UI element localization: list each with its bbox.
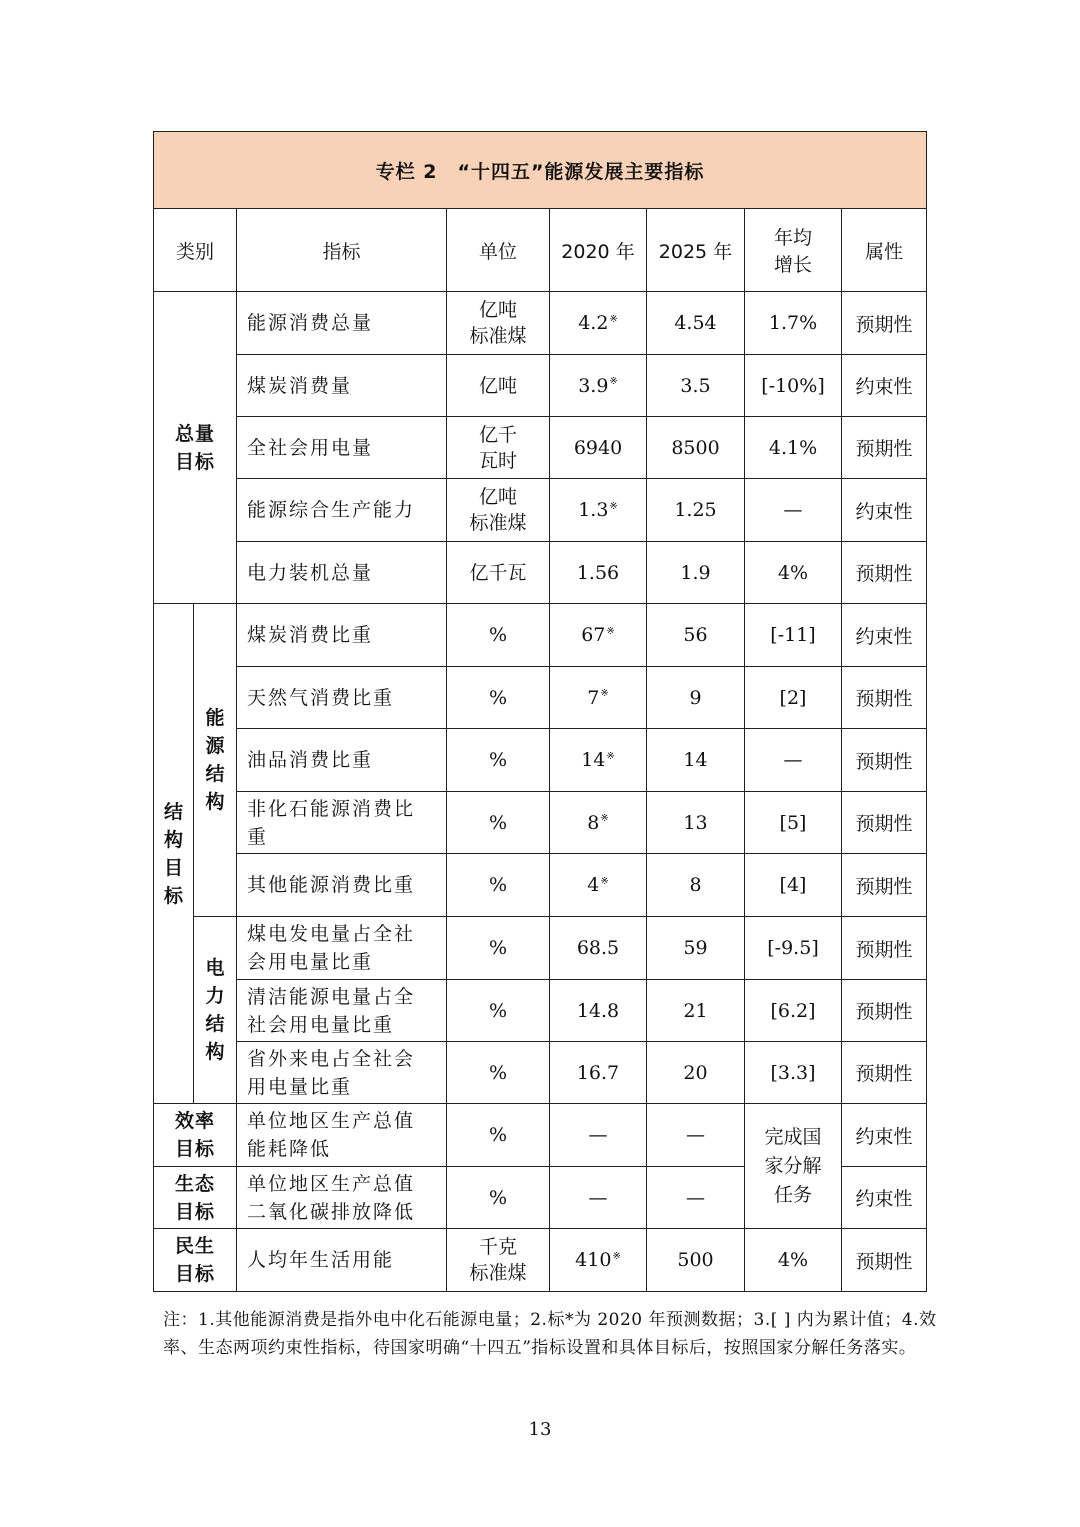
unit-cell — [447, 292, 550, 355]
value-2020-cell — [550, 355, 647, 417]
header-growth: 年均 增长 — [745, 209, 842, 292]
value-2025-cell: 14 — [647, 729, 745, 792]
table-row — [154, 980, 927, 1042]
header-indicator: 指标 — [237, 209, 447, 292]
text-line: 能 — [205, 707, 225, 729]
estimate-mark: ※ — [600, 875, 609, 887]
text-line: 源 — [205, 735, 225, 757]
text-line: 总量 — [174, 422, 215, 445]
text-line: 天然气消费比重 — [247, 686, 395, 709]
category-energy-structure — [194, 604, 237, 917]
estimate-mark: ※ — [600, 688, 609, 700]
unit-cell — [447, 417, 550, 479]
text-line: 亿吨 — [478, 374, 517, 397]
attribute-cell: 预期性 — [842, 729, 927, 792]
text-line: 千克 — [478, 1236, 517, 1258]
text-line: 省外来电占全社会 — [247, 1047, 416, 1070]
value-2020: 1.3 — [578, 499, 609, 521]
text-line: 目标 — [174, 1200, 215, 1223]
category-structure — [154, 604, 194, 1104]
value-2025-cell: 56 — [647, 604, 745, 667]
estimate-mark: ※ — [609, 500, 618, 512]
value-2025-cell: 4.54 — [647, 292, 745, 355]
indicator-cell — [237, 604, 447, 667]
category-efficiency — [154, 1104, 237, 1167]
value-2020: 410 — [575, 1249, 612, 1271]
value-2020: — — [588, 1124, 608, 1146]
attribute-cell: 预期性 — [842, 1229, 927, 1292]
text-line: 社会用电量比重 — [247, 1013, 395, 1036]
category-total — [154, 292, 237, 604]
text-line: 效率 — [174, 1110, 215, 1132]
table-footnote: 注：1.其他能源消费是指外电中化石能源电量；2.标*为 2020 年预测数据；3.[ ] 内为累计值；4.效率、生态两项约束性指标，待国家明确“十四五”指标设置和具体目标后，按照国家分解任务落实。 — [163, 1310, 937, 1358]
estimate-mark: ※ — [609, 313, 618, 325]
attribute-cell: 预期性 — [842, 980, 927, 1042]
unit-cell — [447, 355, 550, 417]
unit-cell — [447, 917, 550, 980]
value-2020-cell — [550, 729, 647, 792]
text-line: 亿吨 — [478, 486, 517, 508]
text-line: 瓦时 — [478, 449, 517, 472]
indicator-cell — [237, 729, 447, 792]
category-power-structure — [194, 917, 237, 1104]
text-line: 家分解 — [764, 1154, 822, 1177]
header-row — [154, 209, 927, 292]
text-line: 其他能源消费比重 — [247, 874, 416, 896]
value-2020-cell — [550, 1167, 647, 1229]
text-line: 结 — [163, 800, 183, 823]
table-row — [154, 292, 927, 355]
value-2020: 6940 — [573, 436, 623, 459]
text-line: % — [488, 1124, 508, 1146]
text-line: 清洁能源电量占全 — [247, 985, 416, 1008]
text-line: % — [488, 624, 508, 646]
text-line: 目 — [163, 856, 183, 879]
text-line: 完成国 — [764, 1125, 822, 1148]
value-2020-cell — [550, 792, 647, 854]
value-2020-cell — [550, 542, 647, 604]
value-2025-cell: — — [647, 1104, 745, 1167]
indicator-cell — [237, 542, 447, 604]
unit-cell — [447, 792, 550, 854]
unit-cell — [447, 542, 550, 604]
text-line: 重 — [247, 825, 269, 848]
text-line: 结 — [205, 1013, 225, 1035]
text-line: % — [488, 1061, 508, 1084]
value-2020: 67 — [581, 624, 606, 646]
text-line: 单位地区生产总值 — [247, 1110, 416, 1132]
value-2020: 14 — [581, 749, 606, 771]
growth-cell: 4% — [745, 1229, 842, 1292]
attribute-cell: 预期性 — [842, 417, 927, 479]
table-row — [154, 542, 927, 604]
text-line: 用电量比重 — [247, 1075, 353, 1098]
text-line: 煤炭消费量 — [247, 374, 353, 397]
value-2020-cell — [550, 417, 647, 479]
text-line: 非化石能源消费比 — [247, 797, 416, 820]
value-2020-cell — [550, 292, 647, 355]
unit-cell — [447, 667, 550, 729]
text-line: % — [488, 1186, 508, 1209]
unit-cell — [447, 1167, 550, 1229]
table-row — [154, 917, 927, 980]
value-2020-cell — [550, 604, 647, 667]
attribute-cell: 预期性 — [842, 542, 927, 604]
growth-cell: [3.3] — [745, 1042, 842, 1104]
value-2020-cell — [550, 917, 647, 980]
growth-cell: [5] — [745, 792, 842, 854]
growth-cell: [-10%] — [745, 355, 842, 417]
text-line: 亿吨 — [478, 299, 517, 321]
text-line: 构 — [205, 1041, 225, 1063]
growth-cell: [4] — [745, 854, 842, 917]
table-row — [154, 479, 927, 542]
table-row — [154, 854, 927, 917]
text-line: 单位地区生产总值 — [247, 1172, 416, 1195]
value-2020-cell — [550, 667, 647, 729]
unit-cell — [447, 1104, 550, 1167]
text-line: 结 — [205, 763, 225, 785]
indicator-cell — [237, 917, 447, 980]
value-2025-cell: 1.9 — [647, 542, 745, 604]
value-2020-cell — [550, 1042, 647, 1104]
value-2020: 14.8 — [576, 999, 620, 1022]
text-line: 标 — [163, 884, 183, 907]
header-category: 类别 — [154, 209, 237, 292]
indicator-cell — [237, 417, 447, 479]
text-line: 构 — [205, 791, 225, 813]
text-line: 标准煤 — [469, 325, 527, 347]
value-2025-cell: 500 — [647, 1229, 745, 1292]
indicator-cell — [237, 854, 447, 917]
unit-cell — [447, 479, 550, 542]
value-2020: 8 — [587, 811, 600, 834]
indicator-cell — [237, 792, 447, 854]
text-line: % — [488, 874, 508, 896]
attribute-cell: 约束性 — [842, 604, 927, 667]
growth-cell: [-11] — [745, 604, 842, 667]
value-2025-cell: 3.5 — [647, 355, 745, 417]
text-line: 任务 — [773, 1183, 812, 1206]
indicator-cell — [237, 479, 447, 542]
text-line: 构 — [163, 828, 183, 851]
indicator-cell — [237, 355, 447, 417]
indicator-cell — [237, 1167, 447, 1229]
text-line: 亿千瓦 — [469, 561, 527, 584]
attribute-cell: 约束性 — [842, 479, 927, 542]
attribute-cell: 约束性 — [842, 1167, 927, 1229]
value-2020: 1.56 — [576, 561, 620, 584]
text-line: % — [488, 937, 508, 959]
table-row — [154, 355, 927, 417]
text-line: 人均年生活用能 — [247, 1249, 395, 1271]
table-row — [154, 1104, 927, 1167]
text-line: 能耗降低 — [247, 1138, 332, 1160]
estimate-mark: ※ — [606, 625, 615, 637]
growth-cell: 4.1% — [745, 417, 842, 479]
estimate-mark: ※ — [612, 1250, 621, 1262]
text-line: 电 — [205, 957, 225, 979]
table-row — [154, 792, 927, 854]
unit-cell — [447, 604, 550, 667]
value-2025-cell: 9 — [647, 667, 745, 729]
text-line: 电力装机总量 — [247, 561, 374, 584]
table-row — [154, 729, 927, 792]
text-line: 会用电量比重 — [247, 951, 374, 973]
header-2020: 2020 年 — [550, 209, 647, 292]
indicator-table — [153, 131, 927, 1292]
table-row — [154, 1229, 927, 1292]
growth-merged-cell — [745, 1104, 842, 1229]
header-2025: 2025 年 — [647, 209, 745, 292]
text-line: 油品消费比重 — [247, 749, 374, 771]
growth-cell: [2] — [745, 667, 842, 729]
attribute-cell: 预期性 — [842, 292, 927, 355]
value-2020-cell — [550, 1104, 647, 1167]
indicator-cell — [237, 667, 447, 729]
text-line: 亿千 — [478, 423, 517, 446]
estimate-mark: ※ — [609, 376, 618, 388]
growth-cell: — — [745, 479, 842, 542]
text-line: % — [488, 749, 508, 771]
growth-cell: [6.2] — [745, 980, 842, 1042]
text-line: 二氧化碳排放降低 — [247, 1200, 416, 1223]
value-2025-cell: 13 — [647, 792, 745, 854]
value-2025-cell: 1.25 — [647, 479, 745, 542]
text-line: % — [488, 686, 508, 709]
unit-cell — [447, 729, 550, 792]
value-2020-cell — [550, 1229, 647, 1292]
category-livelihood — [154, 1229, 237, 1292]
value-2020: — — [588, 1186, 608, 1209]
attribute-cell: 预期性 — [842, 917, 927, 980]
growth-cell: — — [745, 729, 842, 792]
value-2025-cell: 59 — [647, 917, 745, 980]
text-line: 标准煤 — [469, 512, 527, 534]
value-2020: 68.5 — [576, 937, 620, 959]
estimate-mark: ※ — [606, 750, 615, 762]
table-row — [154, 417, 927, 479]
value-2020: 16.7 — [576, 1061, 620, 1084]
growth-cell: 1.7% — [745, 292, 842, 355]
attribute-cell: 预期性 — [842, 1042, 927, 1104]
value-2020-cell — [550, 479, 647, 542]
text-line: 煤炭消费比重 — [247, 624, 374, 646]
header-attribute: 属性 — [842, 209, 927, 292]
attribute-cell: 预期性 — [842, 667, 927, 729]
text-line: % — [488, 811, 508, 834]
text-line: 标准煤 — [469, 1262, 527, 1284]
value-2025-cell: 8 — [647, 854, 745, 917]
page-number: 13 — [528, 1419, 552, 1440]
indicator-cell — [237, 1042, 447, 1104]
indicator-cell — [237, 292, 447, 355]
unit-cell — [447, 854, 550, 917]
attribute-cell: 约束性 — [842, 355, 927, 417]
indicator-cell — [237, 1229, 447, 1292]
unit-cell — [447, 980, 550, 1042]
unit-cell — [447, 1229, 550, 1292]
value-2025-cell: 21 — [647, 980, 745, 1042]
table-title: 专栏 2 “十四五”能源发展主要指标 — [154, 132, 927, 209]
text-line: 能源综合生产能力 — [247, 499, 416, 521]
text-line: 力 — [205, 985, 225, 1007]
value-2025-cell: 8500 — [647, 417, 745, 479]
indicator-cell — [237, 980, 447, 1042]
growth-cell: [-9.5] — [745, 917, 842, 980]
attribute-cell: 预期性 — [842, 792, 927, 854]
attribute-cell: 约束性 — [842, 1104, 927, 1167]
text-line: 全社会用电量 — [247, 436, 374, 459]
value-2020-cell — [550, 854, 647, 917]
table-row — [154, 1042, 927, 1104]
value-2025-cell: — — [647, 1167, 745, 1229]
text-line: 生态 — [174, 1172, 215, 1195]
text-line: 目标 — [174, 450, 215, 473]
estimate-mark: ※ — [600, 813, 609, 825]
text-line: 目标 — [174, 1138, 215, 1160]
category-ecology — [154, 1167, 237, 1229]
text-line: % — [488, 999, 508, 1022]
value-2025-cell: 20 — [647, 1042, 745, 1104]
table-row — [154, 667, 927, 729]
value-2020: 3.9 — [578, 374, 609, 397]
growth-cell: 4% — [745, 542, 842, 604]
header-unit: 单位 — [447, 209, 550, 292]
value-2020: 4 — [587, 874, 600, 896]
value-2020: 7 — [587, 686, 600, 709]
value-2020: 4.2 — [578, 312, 609, 334]
text-line: 目标 — [174, 1263, 215, 1285]
text-line: 民生 — [174, 1235, 215, 1257]
text-line: 能源消费总量 — [247, 312, 374, 334]
value-2020-cell — [550, 980, 647, 1042]
text-line: 煤电发电量占全社 — [247, 923, 416, 945]
indicator-cell — [237, 1104, 447, 1167]
table-row — [154, 604, 927, 667]
unit-cell — [447, 1042, 550, 1104]
attribute-cell: 预期性 — [842, 854, 927, 917]
